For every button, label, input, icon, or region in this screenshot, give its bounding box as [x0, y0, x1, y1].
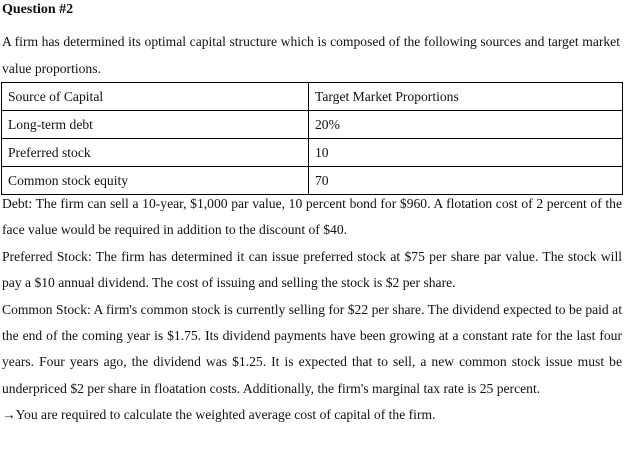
table-cell-source: Long-term debt — [2, 111, 309, 139]
preferred-stock-paragraph: Preferred Stock: The firm has determined it can issue preferred stock at $75 per share par value. The stock will pay a $10 annual dividend. The cost of issuing and selling the stock is $2 per share. — [2, 248, 622, 291]
table-row — [2, 111, 623, 139]
question-intro: A firm has determined its optimal capital structure which is composed of the following sources and target market value proportions. — [2, 34, 620, 76]
question-heading: Question #2 — [2, 2, 74, 17]
table-header-row — [2, 83, 623, 111]
right-arrow-icon: → — [2, 407, 16, 423]
table-row — [2, 139, 623, 167]
common-stock-paragraph: Common Stock: A firm's common stock is currently selling for $22 per share. The dividend expected to be paid at the end of the coming year is $1.75. Its dividend payments have been growing at a constant rate for the last four years. Four years ago, the dividend was $1.25. It is expected that to sell, a new common stock issue must be underpriced $2 per share in floatation costs. Additionally, the firm's marginal tax rate is 25 percent. — [2, 301, 622, 396]
table-cell-proportion: 20% — [309, 111, 623, 139]
header-source-of-capital: Source of Capital — [2, 83, 309, 111]
capital-structure-table — [1, 82, 623, 195]
task-paragraph — [2, 402, 622, 428]
question-body — [2, 191, 622, 429]
header-target-market-proportions: Target Market Proportions — [309, 83, 623, 111]
table-cell-proportion: 10 — [309, 139, 623, 167]
task-text: You are required to calculate the weighted average cost of capital of the firm. — [15, 407, 436, 423]
debt-paragraph: Debt: The firm can sell a 10-year, $1,000 par value, 10 percent bond for $960. A flotation cost of 2 percent of the face value would be required in addition to the discount of $40. — [2, 196, 622, 238]
table-cell-source: Preferred stock — [2, 139, 309, 167]
table-cell-source: Common stock equity — [2, 167, 309, 195]
table-cell-proportion: 70 — [309, 167, 623, 195]
